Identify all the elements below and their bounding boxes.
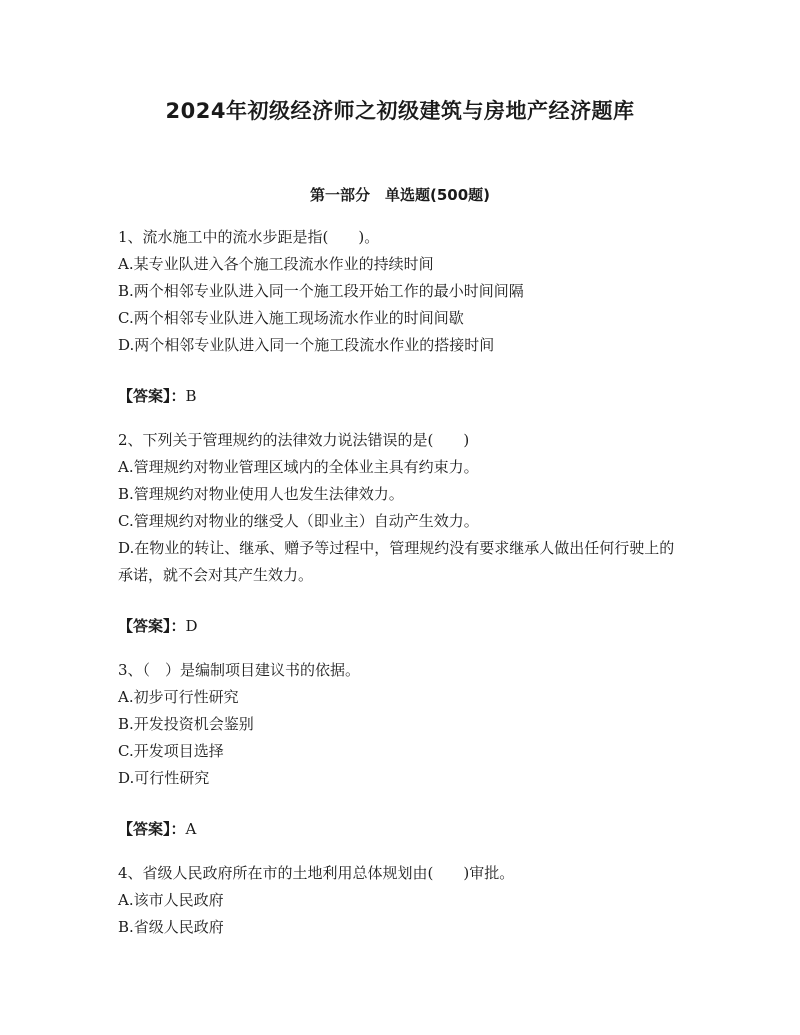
option-d: D.在物业的转让、继承、赠予等过程中，管理规约没有要求继承人做出任何行驶上的承诺，就不会对其产生效力。 xyxy=(118,539,675,584)
question-stem: 2、下列关于管理规约的法律效力说法错误的是( ) xyxy=(118,431,470,449)
option-a: A.该市人民政府 xyxy=(118,891,224,909)
option-c: C.开发项目选择 xyxy=(118,742,224,760)
answer-value: A xyxy=(185,820,197,838)
answer-label: 【答案】： xyxy=(118,387,186,405)
answer-label: 【答案】： xyxy=(118,820,186,838)
option-b: B.省级人民政府 xyxy=(118,918,224,936)
question-1 xyxy=(118,224,678,410)
answer-value: D xyxy=(185,617,198,635)
option-a: A.管理规约对物业管理区域内的全体业主具有约束力。 xyxy=(118,458,479,476)
answer-line xyxy=(118,613,678,640)
option-a: A.初步可行性研究 xyxy=(118,688,239,706)
option-c: C.两个相邻专业队进入施工现场流水作业的时间间歇 xyxy=(118,309,464,327)
option-b: B.管理规约对物业使用人也发生法律效力。 xyxy=(118,485,404,503)
question-list xyxy=(118,224,678,941)
answer-value: B xyxy=(185,387,197,405)
question-stem: 1、流水施工中的流水步距是指( )。 xyxy=(118,228,380,246)
option-c: C.管理规约对物业的继受人（即业主）自动产生效力。 xyxy=(118,512,479,530)
option-b: B.开发投资机会鉴别 xyxy=(118,715,254,733)
question-2 xyxy=(118,427,678,640)
question-4 xyxy=(118,860,678,941)
answer-line xyxy=(118,383,678,410)
option-d: D.可行性研究 xyxy=(118,769,210,787)
option-a: A.某专业队进入各个施工段流水作业的持续时间 xyxy=(118,255,434,273)
question-stem: 4、省级人民政府所在市的土地利用总体规划由( )审批。 xyxy=(118,864,515,882)
option-b: B.两个相邻专业队进入同一个施工段开始工作的最小时间间隔 xyxy=(118,282,524,300)
answer-line xyxy=(118,816,678,843)
section-title: 第一部分 单选题(500题) xyxy=(309,186,491,204)
document-title: 2024年初级经济师之初级建筑与房地产经济题库 xyxy=(165,99,635,123)
question-stem: 3、（ ）是编制项目建议书的依据。 xyxy=(118,661,361,679)
answer-label: 【答案】： xyxy=(118,617,186,635)
option-d: D.两个相邻专业队进入同一个施工段流水作业的搭接时间 xyxy=(118,336,495,354)
question-3 xyxy=(118,657,678,843)
